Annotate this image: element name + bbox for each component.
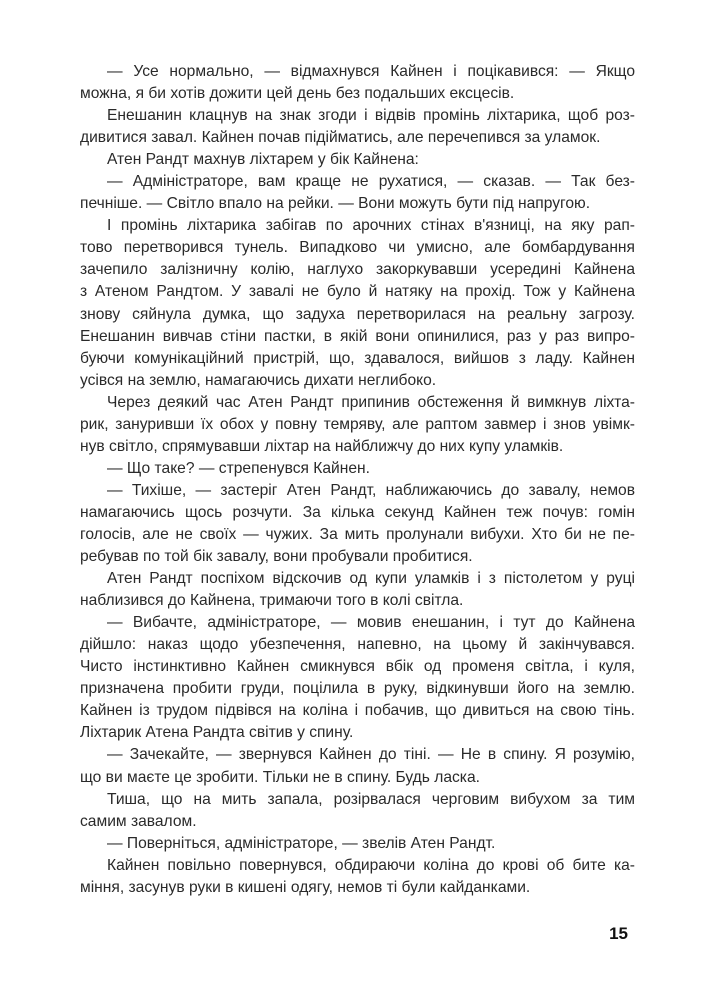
text-line: Енешанин вивчав стіни пастки, в якій вони опинилися, раз у раз випро- [80, 327, 635, 345]
text-line: — Адміністраторе, вам краще не рухатися, — сказав. — Так без- [107, 173, 635, 191]
text-line: Атен Рандт махнув ліхтарем у бік Кайнена: [107, 151, 419, 169]
text-line: призначена пробити груди, поцілила в руку, відкинувши його на землю. [80, 680, 635, 698]
text-line: — Тихіше, — застеріг Атен Рандт, наближаючись до завалу, немов [107, 481, 635, 499]
text-line: зачепило залізничну колію, наглухо закоркувавши усередині Кайнена [80, 261, 635, 279]
text-line: Через деякий час Атен Рандт припинив обстеження й вимкнув ліхта- [107, 393, 635, 411]
page-number: 15 [609, 924, 628, 943]
text-line: самим завалом. [80, 812, 197, 830]
text-line: нув світло, спрямувавши ліхтар на найближчу до них купу уламків. [80, 437, 564, 455]
page-body-text [80, 61, 635, 899]
paragraph [80, 458, 635, 480]
paragraph [80, 215, 635, 391]
paragraph [80, 568, 635, 612]
text-line: — Усе нормально, — відмахнувся Кайнен і поцікавився: — Якщо [107, 63, 635, 80]
paragraph [80, 789, 635, 833]
text-line: знову сяйнула думка, що задуха перетворилася на реальну загрозу. [80, 305, 635, 323]
text-line: ребував по той бік завалу, вони пробували пробитися. [80, 548, 473, 566]
text-line: Чисто інстинктивно Кайнен смикнувся вбік од променя світла, і куля, [80, 658, 635, 676]
text-line: — Вибачте, адміністраторе, — мовив енешанин, і тут до Кайнена [107, 614, 635, 632]
text-line: з Атеном Рандтом. У завалі не було й натяку на прохід. Тож у Кайнена [80, 283, 635, 301]
text-line: — Що таке? — стрепенувся Кайнен. [107, 459, 370, 477]
text-line: тово перетворився тунель. Випадково чи умисно, але бомбардування [80, 239, 635, 257]
paragraph [80, 833, 635, 855]
paragraph [80, 392, 635, 458]
text-line: — Зачекайте, — звернувся Кайнен до тіні. — Не в спину. Я розумію, [107, 746, 635, 764]
text-line: що ви маєте це зробити. Тільки не в спину. Будь ласка. [80, 768, 480, 786]
text-line: намагаючись щось розчути. За кілька секунд Кайнен теж почув: гомін [80, 503, 635, 521]
text-line: печніше. — Світло впало на рейки. — Вони можуть бути під напругою. [80, 195, 591, 213]
text-line: Атен Рандт поспіхом відскочив од купи уламків і з пістолетом у руці [107, 570, 635, 588]
text-line: усівся на землю, намагаючись дихати неглибоко. [80, 371, 437, 389]
text-line: Кайнен повільно повернувся, обдираючи коліна до крові об бите ка- [107, 856, 635, 874]
paragraph [80, 61, 635, 105]
paragraph [80, 149, 635, 171]
paragraph [80, 744, 635, 788]
text-line: І промінь ліхтарика забігав по арочних стінах в'язниці, на яку рап- [107, 217, 635, 235]
text-line: дивитися завал. Кайнен почав підійматись, але перечепився за уламок. [80, 129, 601, 147]
text-line: Ліхтарик Атена Рандта світив у спину. [80, 724, 354, 742]
text-line: — Поверніться, адміністраторе, — звелів Атен Рандт. [107, 834, 496, 852]
text-line: можна, я би хотів дожити цей день без подальших ексцесів. [80, 85, 515, 103]
paragraph [80, 855, 635, 899]
paragraph [80, 171, 635, 215]
text-line: рик, зануривши їх обох у повну темряву, але раптом завмер і знов увімк- [80, 415, 635, 433]
text-line: дійшло: наказ щодо убезпечення, напевно, на цьому й закінчувався. [80, 636, 635, 654]
paragraph [80, 612, 635, 744]
text-line: голосів, але не своїх — чужих. За мить пролунали вибухи. Хто би не пе- [80, 525, 635, 543]
text-line: Тиша, що на мить запала, розірвалася черговим вибухом за тим [107, 790, 635, 808]
text-line: міння, засунув руки в кишені одягу, немов ті були кайданками. [80, 878, 531, 896]
paragraph [80, 105, 635, 149]
text-line: Кайнен із трудом підвівся на коліна і побачив, що дивиться на свою тінь. [80, 702, 635, 720]
paragraph [80, 480, 635, 568]
text-line: Енешанин клацнув на знак згоди і відвів промінь ліхтарика, щоб роз- [107, 107, 635, 125]
text-line: буючи комунікаційний пристрій, що, здавалося, вийшов з ладу. Кайнен [80, 349, 635, 367]
text-line: наблизився до Кайнена, тримаючи того в колі світла. [80, 592, 464, 610]
